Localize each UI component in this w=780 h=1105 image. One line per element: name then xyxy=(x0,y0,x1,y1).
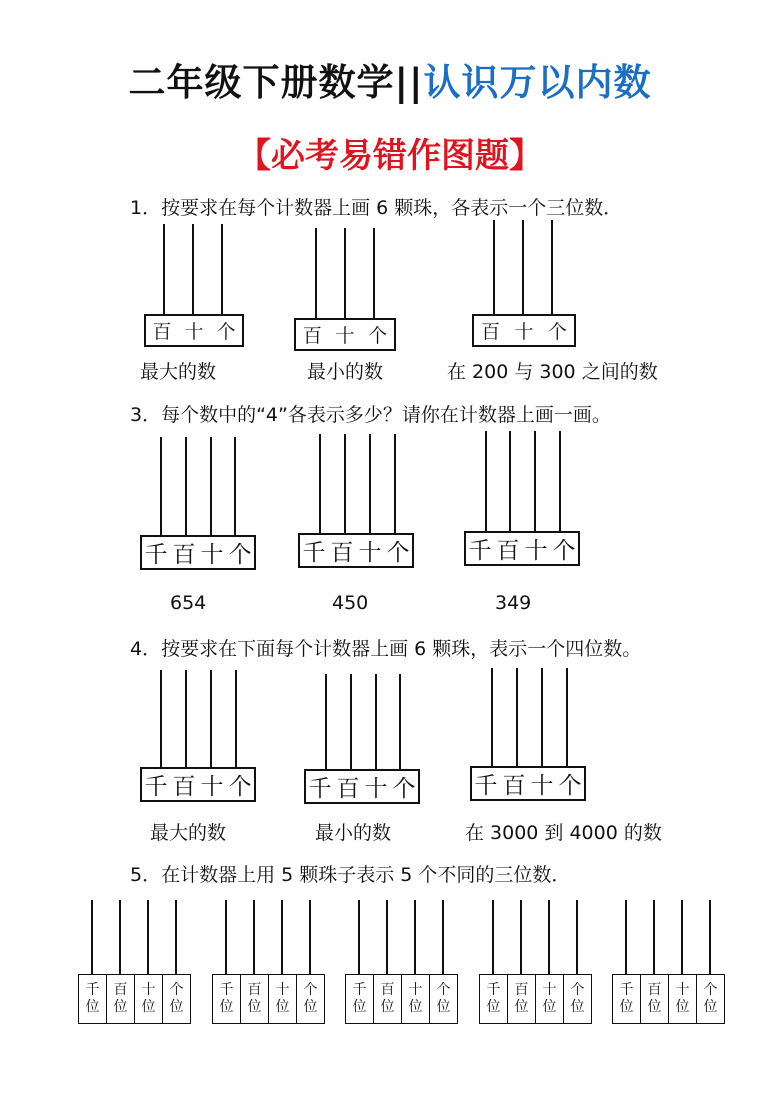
label-ones: 个 xyxy=(368,325,388,347)
place-value-cell xyxy=(78,974,107,1024)
label-hundreds: 百 xyxy=(152,321,172,343)
place-name: 千 xyxy=(85,982,100,998)
rod xyxy=(566,668,568,769)
abacus-label-box xyxy=(472,314,576,347)
rod xyxy=(551,220,553,316)
rod xyxy=(210,437,212,537)
place-value-cell xyxy=(345,974,374,1024)
rod xyxy=(375,674,377,772)
label-tens: 十 xyxy=(364,776,388,802)
place-value-cell xyxy=(612,974,641,1024)
q4-caption-3: 在 3000 到 4000 的数 xyxy=(465,822,662,844)
rod xyxy=(147,900,149,974)
place-value-cell xyxy=(134,974,163,1024)
label-tens: 十 xyxy=(514,321,534,343)
rod xyxy=(369,434,371,535)
q3-number-2: 450 xyxy=(332,592,369,614)
q1-caption-3: 在 200 与 300 之间的数 xyxy=(447,361,658,383)
place-name: 千 xyxy=(219,982,234,998)
label-thousands: 千 xyxy=(474,773,498,799)
place-suffix: 位 xyxy=(85,999,100,1015)
place-value-cell xyxy=(563,974,592,1024)
rod xyxy=(399,674,401,772)
place-suffix: 位 xyxy=(647,999,662,1015)
place-value-cell xyxy=(668,974,697,1024)
place-suffix: 位 xyxy=(486,999,501,1015)
rod xyxy=(160,670,162,770)
rod xyxy=(516,668,518,769)
label-thousands: 千 xyxy=(144,542,168,568)
label-hundreds: 百 xyxy=(302,325,322,347)
q4-caption-2: 最小的数 xyxy=(315,822,392,844)
label-tens: 十 xyxy=(335,325,355,347)
place-suffix: 位 xyxy=(408,999,423,1015)
label-ones: 个 xyxy=(386,540,410,566)
rod xyxy=(394,434,396,535)
place-name: 十 xyxy=(141,982,156,998)
place-suffix: 位 xyxy=(113,999,128,1015)
place-value-cell xyxy=(535,974,564,1024)
label-thousands: 千 xyxy=(468,538,492,564)
place-value-cell xyxy=(401,974,430,1024)
rod xyxy=(325,674,327,772)
label-hundreds: 百 xyxy=(172,542,196,568)
label-hundreds: 百 xyxy=(502,773,526,799)
label-hundreds: 百 xyxy=(481,321,501,343)
rod xyxy=(225,900,227,974)
rod xyxy=(185,437,187,537)
place-value-cell xyxy=(296,974,325,1024)
place-suffix: 位 xyxy=(703,999,718,1015)
rod xyxy=(192,224,194,316)
label-tens: 十 xyxy=(200,774,224,800)
rod xyxy=(234,437,236,537)
rod xyxy=(210,670,212,770)
rod xyxy=(119,900,121,974)
q1-caption-2: 最小的数 xyxy=(307,361,384,383)
question-4-prompt: 4．按要求在下面每个计数器上画 6 颗珠，表示一个四位数。 xyxy=(130,638,642,660)
abacus-label-box xyxy=(140,535,256,570)
place-suffix: 位 xyxy=(542,999,557,1015)
place-suffix: 位 xyxy=(275,999,290,1015)
place-value-cell xyxy=(106,974,135,1024)
place-name: 千 xyxy=(352,982,367,998)
place-suffix: 位 xyxy=(352,999,367,1015)
place-name: 十 xyxy=(542,982,557,998)
place-name: 个 xyxy=(303,982,318,998)
rod xyxy=(522,220,524,316)
place-value-cell xyxy=(479,974,508,1024)
place-value-cell xyxy=(162,974,191,1024)
place-name: 十 xyxy=(675,982,690,998)
page-subtitle: 【必考易错作图题】 xyxy=(237,136,543,176)
place-suffix: 位 xyxy=(169,999,184,1015)
label-ones: 个 xyxy=(547,321,567,343)
rod xyxy=(485,431,487,533)
rod xyxy=(253,900,255,974)
place-value-cell xyxy=(429,974,458,1024)
label-hundreds: 百 xyxy=(496,538,520,564)
rod xyxy=(309,900,311,974)
rod xyxy=(541,668,543,769)
label-ones: 个 xyxy=(228,542,252,568)
q4-caption-1: 最大的数 xyxy=(150,822,227,844)
label-tens: 十 xyxy=(200,542,224,568)
rod xyxy=(442,900,444,974)
abacus-label-box xyxy=(464,531,580,566)
place-name: 百 xyxy=(647,982,662,998)
q1-caption-1: 最大的数 xyxy=(140,361,217,383)
q3-number-3: 349 xyxy=(495,592,532,614)
rod xyxy=(491,668,493,769)
rod xyxy=(534,431,536,533)
place-name: 十 xyxy=(408,982,423,998)
question-1-prompt: 1．按要求在每个计数器上画 6 颗珠，各表示一个三位数． xyxy=(130,197,623,219)
title-part1: 二年级下册数学|| xyxy=(128,61,424,104)
place-value-cell xyxy=(507,974,536,1024)
rod xyxy=(160,437,162,537)
place-name: 十 xyxy=(275,982,290,998)
rod xyxy=(681,900,683,974)
place-name: 千 xyxy=(486,982,501,998)
rod xyxy=(509,431,511,533)
rod xyxy=(319,434,321,535)
rod xyxy=(492,900,494,974)
place-name: 百 xyxy=(514,982,529,998)
place-suffix: 位 xyxy=(619,999,634,1015)
rod xyxy=(350,674,352,772)
place-value-cell xyxy=(640,974,669,1024)
place-value-cell xyxy=(212,974,241,1024)
place-name: 百 xyxy=(113,982,128,998)
place-name: 个 xyxy=(169,982,184,998)
label-hundreds: 百 xyxy=(172,774,196,800)
rod xyxy=(520,900,522,974)
label-ones: 个 xyxy=(216,321,236,343)
label-hundreds: 百 xyxy=(336,776,360,802)
question-3-prompt: 3．每个数中的“4”各表示多少？请你在计数器上画一画。 xyxy=(130,404,611,426)
place-value-cell xyxy=(373,974,402,1024)
rod xyxy=(281,900,283,974)
place-suffix: 位 xyxy=(514,999,529,1015)
label-ones: 个 xyxy=(552,538,576,564)
rod xyxy=(493,220,495,316)
label-tens: 十 xyxy=(530,773,554,799)
q3-number-1: 654 xyxy=(170,592,207,614)
place-name: 千 xyxy=(619,982,634,998)
page-title xyxy=(0,52,780,106)
place-suffix: 位 xyxy=(247,999,262,1015)
place-suffix: 位 xyxy=(380,999,395,1015)
abacus-label-box xyxy=(294,318,396,351)
rod xyxy=(163,224,165,316)
label-tens: 十 xyxy=(358,540,382,566)
abacus-label-box xyxy=(144,314,244,347)
label-hundreds: 百 xyxy=(330,540,354,566)
rod xyxy=(344,228,346,320)
rod xyxy=(709,900,711,974)
place-value-cell xyxy=(268,974,297,1024)
place-suffix: 位 xyxy=(303,999,318,1015)
rod xyxy=(175,900,177,974)
place-suffix: 位 xyxy=(141,999,156,1015)
label-thousands: 千 xyxy=(308,776,332,802)
place-name: 个 xyxy=(703,982,718,998)
rod xyxy=(315,228,317,320)
place-name: 个 xyxy=(570,982,585,998)
rod xyxy=(576,900,578,974)
abacus-label-box xyxy=(304,769,420,804)
place-value-cell xyxy=(240,974,269,1024)
question-5-prompt: 5．在计数器上用 5 颗珠子表示 5 个不同的三位数． xyxy=(130,864,571,886)
label-tens: 十 xyxy=(524,538,548,564)
place-name: 百 xyxy=(247,982,262,998)
place-name: 个 xyxy=(436,982,451,998)
label-tens: 十 xyxy=(184,321,204,343)
place-value-cell xyxy=(696,974,725,1024)
rod xyxy=(559,431,561,533)
rod xyxy=(653,900,655,974)
rod xyxy=(414,900,416,974)
rod xyxy=(185,670,187,770)
abacus-label-box xyxy=(140,767,256,802)
label-ones: 个 xyxy=(558,773,582,799)
place-suffix: 位 xyxy=(675,999,690,1015)
place-suffix: 位 xyxy=(570,999,585,1015)
rod xyxy=(221,224,223,316)
rod xyxy=(386,900,388,974)
label-ones: 个 xyxy=(228,774,252,800)
rod xyxy=(373,228,375,320)
place-name: 百 xyxy=(380,982,395,998)
label-thousands: 千 xyxy=(144,774,168,800)
title-part2: 认识万以内数 xyxy=(423,61,652,104)
rod xyxy=(91,900,93,974)
abacus-label-box xyxy=(298,533,414,568)
label-thousands: 千 xyxy=(302,540,326,566)
rod xyxy=(625,900,627,974)
abacus-label-box xyxy=(470,766,586,801)
rod xyxy=(548,900,550,974)
rod xyxy=(344,434,346,535)
rod xyxy=(358,900,360,974)
label-ones: 个 xyxy=(392,776,416,802)
place-suffix: 位 xyxy=(436,999,451,1015)
rod xyxy=(235,670,237,770)
place-suffix: 位 xyxy=(219,999,234,1015)
